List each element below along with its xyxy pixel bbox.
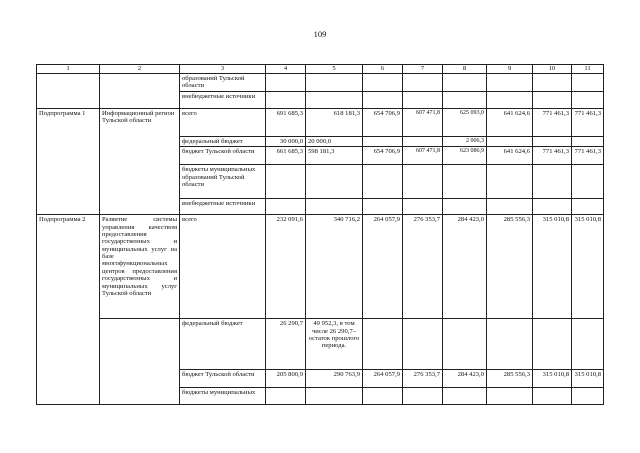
- page-number: 109: [313, 29, 327, 39]
- value-cell: 607 471,8: [403, 147, 443, 165]
- value-cell: 284 423,0: [443, 215, 487, 319]
- value-cell: 232 091,6: [266, 215, 306, 319]
- value-cell: 691 685,3: [266, 108, 306, 136]
- value-cell: 20 000,0: [306, 136, 363, 146]
- budget-table: [36, 64, 604, 405]
- value-cell: 598 181,3: [306, 147, 363, 165]
- table-row: [37, 108, 604, 136]
- value-cell: 607 471,8: [403, 108, 443, 136]
- empty-cell: [37, 74, 100, 109]
- value-cell: [487, 136, 533, 146]
- source-label: бюджет Тульской области: [180, 147, 266, 165]
- col-num: 8: [443, 65, 487, 74]
- source-label: всего: [180, 108, 266, 136]
- value-cell: 285 556,3: [487, 370, 533, 388]
- col-num: 11: [572, 65, 604, 74]
- empty-cell: [100, 74, 180, 109]
- table-row: [37, 319, 604, 370]
- value-cell: 290 763,9: [306, 370, 363, 388]
- value-cell: 340 716,2: [306, 215, 363, 319]
- value-cell: 264 057,9: [363, 215, 403, 319]
- value-cell: 618 181,3: [306, 108, 363, 136]
- value-cell: 315 010,8: [572, 370, 604, 388]
- table-row: [37, 215, 604, 319]
- source-label: бюджеты муниципальных: [180, 388, 266, 405]
- value-cell: 30 000,0: [266, 136, 306, 146]
- source-label: всего: [180, 215, 266, 319]
- value-cell: 285 556,3: [487, 215, 533, 319]
- value-cell: 276 353,7: [403, 215, 443, 319]
- source-label: федеральный бюджет: [180, 319, 266, 370]
- col-num: 9: [487, 65, 533, 74]
- source-label: федеральный бюджет: [180, 136, 266, 146]
- source-label: образований Тульской области: [180, 74, 266, 92]
- value-cell: 654 706,9: [363, 108, 403, 136]
- value-cell: 641 624,6: [487, 147, 533, 165]
- value-cell: 625 093,0: [443, 108, 487, 136]
- value-cell: [363, 136, 403, 146]
- value-cell: 661 685,3: [266, 147, 306, 165]
- value-cell: 771 461,3: [533, 108, 572, 136]
- value-cell: 771 461,3: [572, 108, 604, 136]
- col-num: 2: [100, 65, 180, 74]
- value-cell: [533, 136, 572, 146]
- value-cell: 315 010,8: [572, 215, 604, 319]
- value-cell: 315 010,8: [533, 370, 572, 388]
- value-cell: [403, 136, 443, 146]
- col-num: 7: [403, 65, 443, 74]
- subprogram-title: Развитие системы управления качеством предоставления государственных и муниципальных услуг на базе многофункциональных центров предоставления государственных и муниципальных услуг Тульской области: [100, 215, 180, 319]
- source-label: внебюджетные источники: [180, 91, 266, 108]
- source-label: бюджет Тульской области: [180, 370, 266, 388]
- subprogram-label: Подпрограмма 2: [37, 215, 100, 405]
- subprogram-title: Информационный регион Тульской области: [100, 108, 180, 214]
- value-cell: 264 057,9: [363, 370, 403, 388]
- value-cell: 654 706,9: [363, 147, 403, 165]
- value-cell: 641 624,6: [487, 108, 533, 136]
- source-label: бюджеты муниципальных образований Тульской области: [180, 165, 266, 199]
- col-num: 5: [306, 65, 363, 74]
- value-cell: 315 010,8: [533, 215, 572, 319]
- value-note-cell: 49 952,3, в том числе 26 290,7– остаток прошлого периода.: [306, 319, 363, 370]
- value-cell: 276 353,7: [403, 370, 443, 388]
- col-num: 3: [180, 65, 266, 74]
- col-num: 10: [533, 65, 572, 74]
- value-cell: 2 006,3: [443, 136, 487, 146]
- value-cell: 205 800,9: [266, 370, 306, 388]
- value-cell: 623 086,9: [443, 147, 487, 165]
- value-cell: 26 290,7: [266, 319, 306, 370]
- empty-cell: [100, 319, 180, 405]
- value-cell: 771 461,3: [572, 147, 604, 165]
- source-label: внебюджетные источники: [180, 199, 266, 215]
- col-num: 1: [37, 65, 100, 74]
- subprogram-label: Подпрограмма 1: [37, 108, 100, 214]
- value-cell: 284 423,0: [443, 370, 487, 388]
- table-row: [37, 74, 604, 92]
- value-cell: 771 461,3: [533, 147, 572, 165]
- col-num: 6: [363, 65, 403, 74]
- value-cell: [572, 136, 604, 146]
- column-number-row: [37, 65, 604, 74]
- col-num: 4: [266, 65, 306, 74]
